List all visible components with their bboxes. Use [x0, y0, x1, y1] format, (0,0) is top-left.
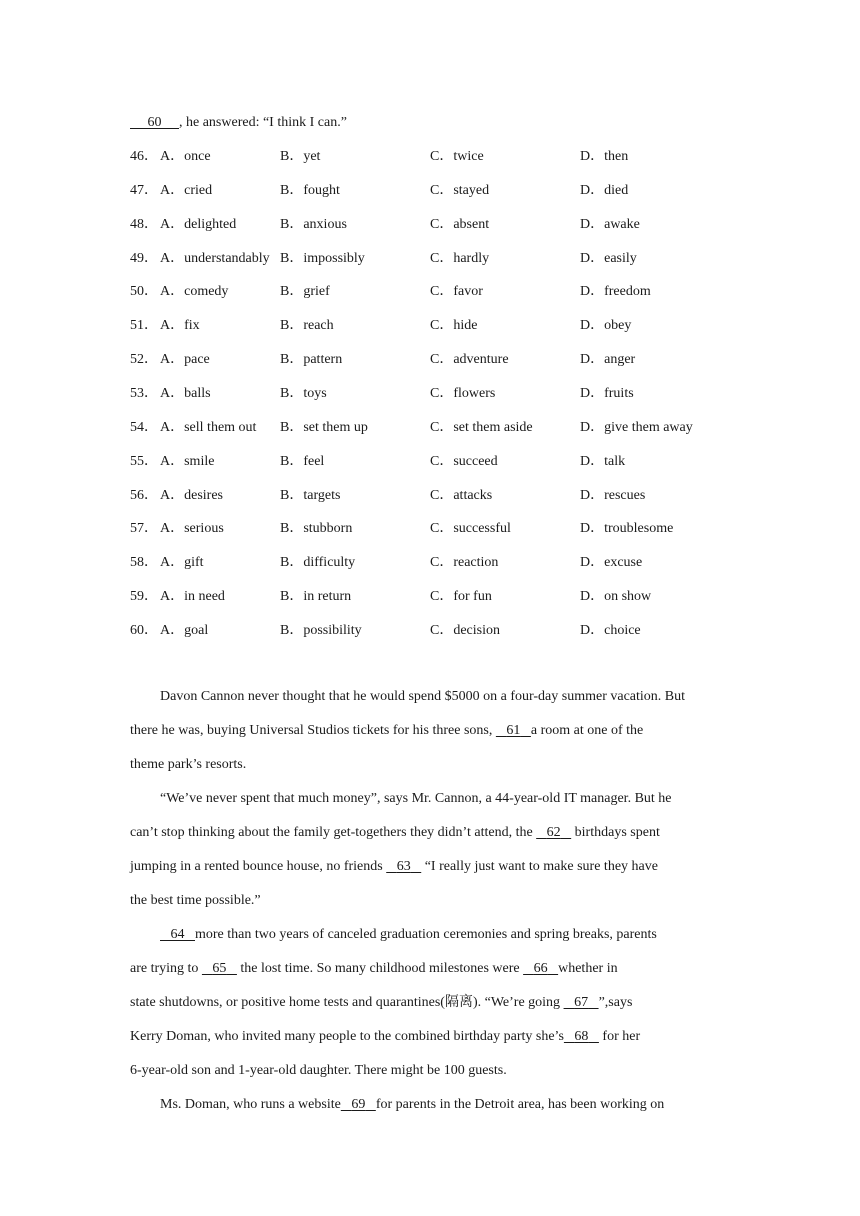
- option-c: C．absent: [430, 217, 490, 232]
- question-row: [130, 283, 750, 301]
- option-a: A．sell them out: [160, 420, 257, 435]
- text-span: whether in: [558, 961, 618, 976]
- blank-62: 62: [546, 825, 561, 840]
- option-d: D．awake: [580, 217, 640, 232]
- option-d: D．choice: [580, 623, 641, 638]
- option-a: A．desires: [160, 488, 223, 503]
- option-a: A．understandably: [160, 251, 270, 266]
- question-number: 48．: [130, 217, 158, 232]
- text-span: more than two years of canceled graduation ceremonies and spring breaks, parents: [195, 927, 657, 942]
- question-number: 56．: [130, 488, 158, 503]
- passage-line: [130, 994, 730, 1012]
- option-b: B．pattern: [280, 352, 343, 367]
- option-c: C．for fun: [430, 589, 492, 604]
- option-d: D．then: [580, 149, 629, 164]
- question-row: [130, 520, 750, 538]
- option-a: A．serious: [160, 521, 224, 536]
- passage-line: [130, 1028, 730, 1046]
- option-d: D．give them away: [580, 420, 693, 435]
- passage-line: the best time possible.”: [130, 893, 261, 908]
- blank-68: 68: [574, 1029, 589, 1044]
- question-number: 57．: [130, 521, 158, 536]
- text-span: are trying to: [130, 961, 202, 976]
- question-row: [130, 216, 750, 234]
- option-a: A．goal: [160, 623, 209, 638]
- option-a: A．fix: [160, 318, 200, 333]
- passage-line: [130, 824, 730, 842]
- question-row: [130, 622, 750, 640]
- blank-61: 61: [506, 723, 521, 738]
- option-d: D．freedom: [580, 284, 651, 299]
- option-b: B．toys: [280, 386, 327, 401]
- passage-line: [160, 926, 760, 944]
- passage-line: 6-year-old son and 1-year-old daughter. There might be 100 guests.: [130, 1063, 507, 1078]
- text-span: there he was, buying Universal Studios tickets for his three sons,: [130, 723, 496, 738]
- blank-60: 60: [147, 115, 162, 130]
- question-row: [130, 588, 750, 606]
- option-b: B．stubborn: [280, 521, 353, 536]
- option-b: B．difficulty: [280, 555, 356, 570]
- text-span: ”,says: [598, 995, 633, 1010]
- question-number: 60．: [130, 623, 158, 638]
- option-d: D．fruits: [580, 386, 634, 401]
- passage-line: [130, 960, 730, 978]
- option-c: C．flowers: [430, 386, 496, 401]
- option-b: B．targets: [280, 488, 341, 503]
- option-b: B．possibility: [280, 623, 362, 638]
- blank-66: 66: [533, 961, 548, 976]
- question-number: 49．: [130, 251, 158, 266]
- option-a: A．comedy: [160, 284, 229, 299]
- option-b: B．set them up: [280, 420, 368, 435]
- text-span: the lost time. So many childhood milestones were: [236, 961, 524, 976]
- option-d: D．obey: [580, 318, 632, 333]
- option-a: A．once: [160, 149, 211, 164]
- blank-67: 67: [574, 995, 589, 1010]
- text-span: a room at one of the: [530, 723, 644, 738]
- option-a: A．pace: [160, 352, 210, 367]
- question-number: 53．: [130, 386, 158, 401]
- option-c: C．twice: [430, 149, 484, 164]
- text-span: can’t stop thinking about the family get-togethers they didn’t attend, the: [130, 825, 537, 840]
- question-number: 51．: [130, 318, 158, 333]
- question-row: [130, 250, 750, 268]
- option-c: C．set them aside: [430, 420, 533, 435]
- option-b: B．reach: [280, 318, 334, 333]
- question-row: [130, 351, 750, 369]
- option-d: D．rescues: [580, 488, 646, 503]
- passage-line: theme park’s resorts.: [130, 757, 247, 772]
- blank-63: 63: [396, 859, 411, 874]
- option-c: C．reaction: [430, 555, 499, 570]
- question-row: [130, 317, 750, 335]
- option-c: C．succeed: [430, 454, 498, 469]
- option-a: A．in need: [160, 589, 225, 604]
- question-number: 59．: [130, 589, 158, 604]
- option-a: A．delighted: [160, 217, 237, 232]
- question-number: 50．: [130, 284, 158, 299]
- passage-line: [130, 858, 730, 876]
- option-c: C．successful: [430, 521, 511, 536]
- question-row: [130, 182, 750, 200]
- option-c: C．adventure: [430, 352, 509, 367]
- option-c: C．stayed: [430, 183, 490, 198]
- question-number: 46．: [130, 149, 158, 164]
- option-d: D．easily: [580, 251, 637, 266]
- question-number: 54．: [130, 420, 158, 435]
- option-b: B．grief: [280, 284, 330, 299]
- option-d: D．died: [580, 183, 629, 198]
- option-a: A．smile: [160, 454, 215, 469]
- passage-line: Davon Cannon never thought that he would spend $5000 on a four-day summer vacation. But: [160, 689, 685, 704]
- option-b: B．fought: [280, 183, 340, 198]
- option-a: A．gift: [160, 555, 204, 570]
- text-span: Kerry Doman, who invited many people to the combined birthday party she’s: [130, 1029, 564, 1044]
- text-span: for parents in the Detroit area, has been working on: [375, 1097, 665, 1112]
- option-b: B．in return: [280, 589, 352, 604]
- passage-line: [160, 1096, 760, 1114]
- option-d: D．anger: [580, 352, 636, 367]
- option-a: A．cried: [160, 183, 213, 198]
- option-c: C．decision: [430, 623, 500, 638]
- blank-69: 69: [351, 1097, 366, 1112]
- option-b: B．yet: [280, 149, 321, 164]
- passage-line: [130, 722, 730, 740]
- text-span: jumping in a rented bounce house, no friends: [130, 859, 387, 874]
- option-c: C．hide: [430, 318, 478, 333]
- option-c: C．attacks: [430, 488, 493, 503]
- text-span: “I really just want to make sure they have: [421, 859, 658, 874]
- option-a: A．balls: [160, 386, 211, 401]
- option-d: D．on show: [580, 589, 652, 604]
- question-number: 55．: [130, 454, 158, 469]
- intro-line: [130, 114, 347, 132]
- option-d: D．excuse: [580, 555, 643, 570]
- option-c: C．hardly: [430, 251, 490, 266]
- text-span: birthdays spent: [571, 825, 660, 840]
- question-number: 47．: [130, 183, 158, 198]
- option-d: D．troublesome: [580, 521, 674, 536]
- question-row: [130, 385, 750, 403]
- question-row: [130, 487, 750, 505]
- blank-64: 64: [170, 927, 185, 942]
- blank-65: 65: [212, 961, 227, 976]
- text-span: state shutdowns, or positive home tests and quarantines(隔离). “We’re going: [130, 995, 564, 1010]
- question-row: [130, 554, 750, 572]
- option-b: B．impossibly: [280, 251, 365, 266]
- question-number: 52．: [130, 352, 158, 367]
- question-row: [130, 419, 750, 437]
- question-row: [130, 148, 750, 166]
- text-span: Ms. Doman, who runs a website: [160, 1097, 341, 1112]
- option-d: D．talk: [580, 454, 626, 469]
- option-c: C．favor: [430, 284, 483, 299]
- question-row: [130, 453, 750, 471]
- option-b: B．feel: [280, 454, 325, 469]
- passage-line: “We’ve never spent that much money”, says Mr. Cannon, a 44-year-old IT manager. But he: [160, 791, 672, 806]
- text-span: for her: [598, 1029, 641, 1044]
- intro-text: , he answered: “I think I can.”: [179, 115, 347, 130]
- option-b: B．anxious: [280, 217, 347, 232]
- question-number: 58．: [130, 555, 158, 570]
